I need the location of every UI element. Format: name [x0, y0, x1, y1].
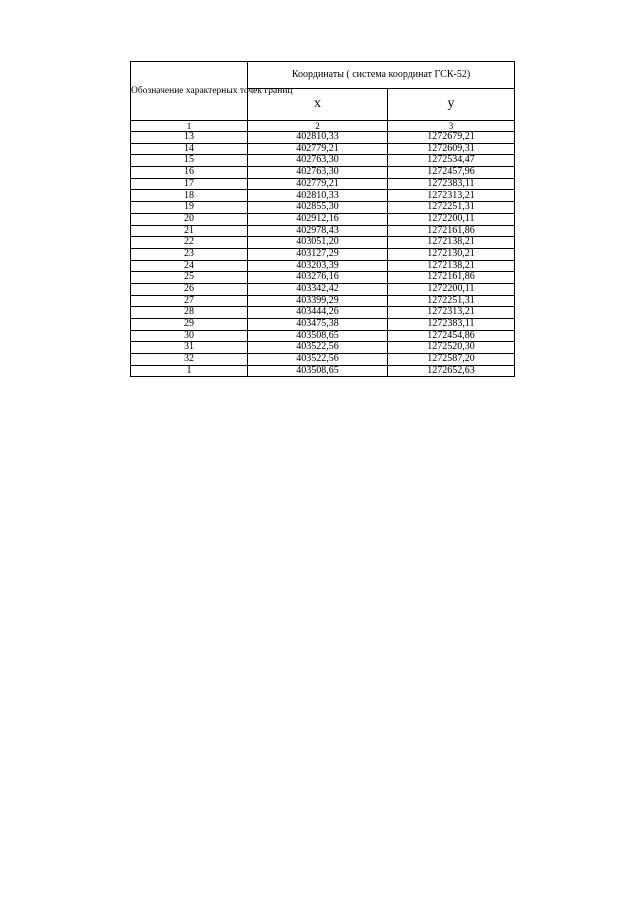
table-row	[131, 225, 515, 237]
table-row	[131, 307, 515, 319]
column-number: 2	[248, 121, 388, 132]
x-header: x	[248, 88, 388, 120]
point-number-cell: 24	[131, 260, 248, 272]
table-row	[131, 167, 515, 179]
point-number-cell: 21	[131, 225, 248, 237]
x-coordinate-cell: 402855,30	[248, 202, 388, 214]
point-number-cell: 23	[131, 248, 248, 260]
table-row	[131, 190, 515, 202]
x-coordinate-cell: 402779,21	[248, 178, 388, 190]
point-number-cell: 30	[131, 330, 248, 342]
table-row	[131, 178, 515, 190]
y-coordinate-cell: 1272200,11	[388, 283, 515, 295]
x-coordinate-cell: 403399,29	[248, 295, 388, 307]
x-coordinate-cell: 403127,29	[248, 248, 388, 260]
table-row	[131, 330, 515, 342]
table-row	[131, 283, 515, 295]
table-row	[131, 132, 515, 144]
x-coordinate-cell: 403051,20	[248, 237, 388, 249]
table-row	[131, 354, 515, 366]
y-coordinate-cell: 1272457,96	[388, 167, 515, 179]
x-coordinate-cell: 402763,30	[248, 155, 388, 167]
point-number-cell: 1	[131, 365, 248, 377]
column-number-row	[131, 121, 515, 132]
point-number-cell: 31	[131, 342, 248, 354]
y-coordinate-cell: 1272609,31	[388, 143, 515, 155]
table-row	[131, 213, 515, 225]
point-number-cell: 14	[131, 143, 248, 155]
x-coordinate-cell: 403276,16	[248, 272, 388, 284]
column-number: 3	[388, 121, 515, 132]
y-coordinate-cell: 1272251,31	[388, 295, 515, 307]
point-number-cell: 26	[131, 283, 248, 295]
designation-header: Обозначение характерных точек границ	[131, 62, 248, 121]
coordinates-table	[130, 61, 515, 377]
x-coordinate-cell: 403508,65	[248, 330, 388, 342]
y-coordinate-cell: 1272313,21	[388, 307, 515, 319]
table-header-row	[131, 62, 515, 89]
point-number-cell: 25	[131, 272, 248, 284]
y-coordinate-cell: 1272454,86	[388, 330, 515, 342]
point-number-cell: 18	[131, 190, 248, 202]
coordinates-header: Координаты ( система координат ГСК-52)	[248, 62, 515, 89]
x-coordinate-cell: 402763,30	[248, 167, 388, 179]
x-coordinate-cell: 402912,16	[248, 213, 388, 225]
y-coordinate-cell: 1272520,30	[388, 342, 515, 354]
point-number-cell: 28	[131, 307, 248, 319]
x-coordinate-cell: 402779,21	[248, 143, 388, 155]
y-coordinate-cell: 1272383,11	[388, 319, 515, 331]
table-row	[131, 237, 515, 249]
y-coordinate-cell: 1272679,21	[388, 132, 515, 144]
table-row	[131, 143, 515, 155]
point-number-cell: 29	[131, 319, 248, 331]
table-row	[131, 272, 515, 284]
y-coordinate-cell: 1272587,20	[388, 354, 515, 366]
x-coordinate-cell: 403444,26	[248, 307, 388, 319]
x-coordinate-cell: 403203,39	[248, 260, 388, 272]
table-row	[131, 365, 515, 377]
y-coordinate-cell: 1272200,11	[388, 213, 515, 225]
column-number: 1	[131, 121, 248, 132]
x-coordinate-cell: 403475,38	[248, 319, 388, 331]
point-number-cell: 16	[131, 167, 248, 179]
table-row	[131, 202, 515, 214]
y-coordinate-cell: 1272161,86	[388, 225, 515, 237]
y-coordinate-cell: 1272652,63	[388, 365, 515, 377]
y-coordinate-cell: 1272251,31	[388, 202, 515, 214]
point-number-cell: 32	[131, 354, 248, 366]
table-row	[131, 342, 515, 354]
x-coordinate-cell: 403508,65	[248, 365, 388, 377]
y-coordinate-cell: 1272138,21	[388, 237, 515, 249]
point-number-cell: 20	[131, 213, 248, 225]
x-coordinate-cell: 403342,42	[248, 283, 388, 295]
point-number-cell: 22	[131, 237, 248, 249]
y-coordinate-cell: 1272130,21	[388, 248, 515, 260]
y-coordinate-cell: 1272138,21	[388, 260, 515, 272]
x-coordinate-cell: 402810,33	[248, 132, 388, 144]
x-coordinate-cell: 403522,56	[248, 342, 388, 354]
table-row	[131, 260, 515, 272]
table-row	[131, 155, 515, 167]
table-row	[131, 295, 515, 307]
point-number-cell: 19	[131, 202, 248, 214]
point-number-cell: 13	[131, 132, 248, 144]
table-row	[131, 248, 515, 260]
table-row	[131, 319, 515, 331]
y-coordinate-cell: 1272161,86	[388, 272, 515, 284]
y-coordinate-cell: 1272313,21	[388, 190, 515, 202]
y-coordinate-cell: 1272534,47	[388, 155, 515, 167]
x-coordinate-cell: 403522,56	[248, 354, 388, 366]
point-number-cell: 17	[131, 178, 248, 190]
point-number-cell: 27	[131, 295, 248, 307]
y-header: y	[388, 88, 515, 120]
x-coordinate-cell: 402810,33	[248, 190, 388, 202]
y-coordinate-cell: 1272383,11	[388, 178, 515, 190]
x-coordinate-cell: 402978,43	[248, 225, 388, 237]
point-number-cell: 15	[131, 155, 248, 167]
